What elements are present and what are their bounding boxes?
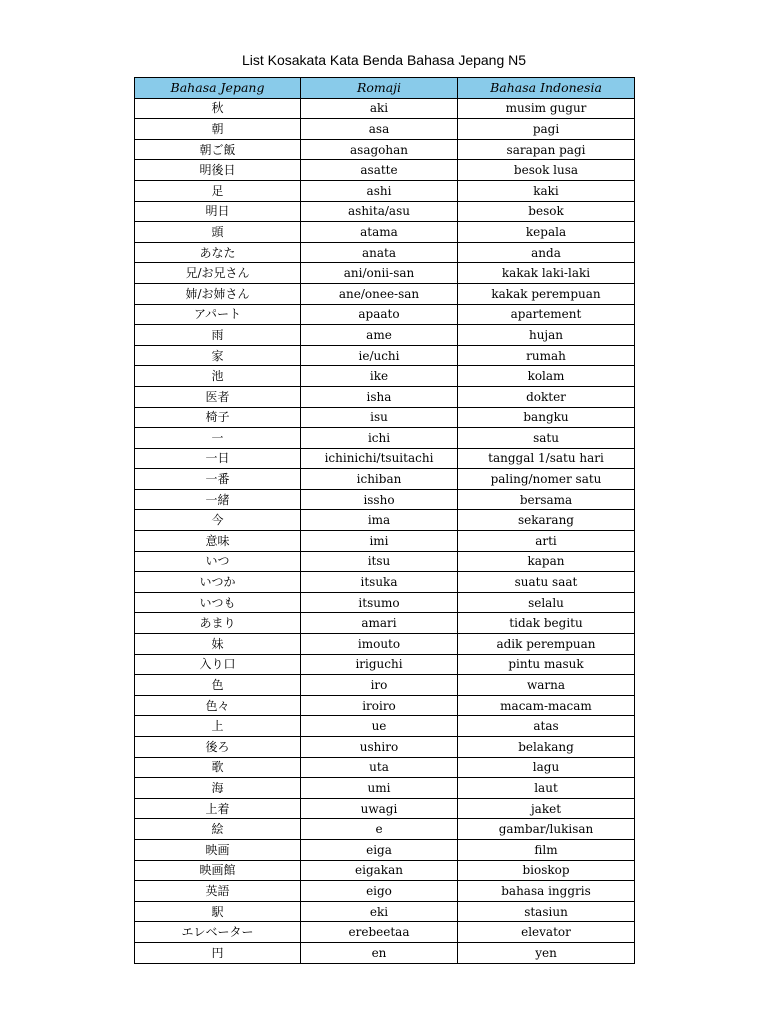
cell-indonesian: tidak begitu	[458, 613, 635, 634]
cell-romaji: atama	[301, 222, 458, 243]
cell-romaji: e	[301, 819, 458, 840]
table-row	[135, 839, 635, 860]
cell-romaji: itsuka	[301, 572, 458, 593]
cell-japanese: 英語	[135, 881, 301, 902]
cell-japanese: 秋	[135, 98, 301, 119]
cell-indonesian: belakang	[458, 737, 635, 758]
table-row	[135, 695, 635, 716]
cell-romaji: ichiban	[301, 469, 458, 490]
vocabulary-table	[134, 77, 635, 964]
cell-japanese: 妹	[135, 634, 301, 655]
table-row	[135, 613, 635, 634]
cell-indonesian: laut	[458, 778, 635, 799]
table-row	[135, 654, 635, 675]
cell-romaji: iriguchi	[301, 654, 458, 675]
cell-romaji: uta	[301, 757, 458, 778]
table-row	[135, 160, 635, 181]
cell-japanese: 映画	[135, 839, 301, 860]
cell-japanese: 駅	[135, 901, 301, 922]
cell-romaji: eigo	[301, 881, 458, 902]
table-row	[135, 407, 635, 428]
cell-japanese: 絵	[135, 819, 301, 840]
cell-romaji: ane/onee-san	[301, 283, 458, 304]
cell-indonesian: jaket	[458, 798, 635, 819]
table-row	[135, 222, 635, 243]
table-row	[135, 551, 635, 572]
cell-japanese: あまり	[135, 613, 301, 634]
table-header-row	[135, 78, 635, 99]
table-row	[135, 881, 635, 902]
cell-indonesian: kakak laki-laki	[458, 263, 635, 284]
cell-japanese: 一	[135, 428, 301, 449]
table-row	[135, 242, 635, 263]
table-row	[135, 489, 635, 510]
cell-japanese: 医者	[135, 386, 301, 407]
cell-indonesian: bahasa inggris	[458, 881, 635, 902]
cell-romaji: eki	[301, 901, 458, 922]
table-row	[135, 737, 635, 758]
cell-indonesian: warna	[458, 675, 635, 696]
cell-romaji: ani/onii-san	[301, 263, 458, 284]
cell-indonesian: bersama	[458, 489, 635, 510]
cell-indonesian: bioskop	[458, 860, 635, 881]
cell-romaji: imouto	[301, 634, 458, 655]
column-header-romaji: Romaji	[301, 78, 458, 99]
table-row	[135, 572, 635, 593]
cell-romaji: iroiro	[301, 695, 458, 716]
cell-romaji: eiga	[301, 839, 458, 860]
cell-romaji: en	[301, 942, 458, 963]
cell-japanese: 頭	[135, 222, 301, 243]
table-row	[135, 428, 635, 449]
cell-romaji: umi	[301, 778, 458, 799]
cell-japanese: あなた	[135, 242, 301, 263]
table-row	[135, 469, 635, 490]
cell-japanese: アパート	[135, 304, 301, 325]
table-row	[135, 860, 635, 881]
cell-japanese: 色	[135, 675, 301, 696]
table-row	[135, 366, 635, 387]
cell-indonesian: sarapan pagi	[458, 139, 635, 160]
cell-indonesian: satu	[458, 428, 635, 449]
cell-romaji: asagohan	[301, 139, 458, 160]
cell-romaji: ushiro	[301, 737, 458, 758]
cell-japanese: 後ろ	[135, 737, 301, 758]
cell-japanese: 兄/お兄さん	[135, 263, 301, 284]
cell-japanese: 色々	[135, 695, 301, 716]
cell-indonesian: kolam	[458, 366, 635, 387]
table-row	[135, 283, 635, 304]
cell-romaji: uwagi	[301, 798, 458, 819]
cell-romaji: ashita/asu	[301, 201, 458, 222]
cell-indonesian: bangku	[458, 407, 635, 428]
table-row	[135, 263, 635, 284]
cell-japanese: 海	[135, 778, 301, 799]
table-row	[135, 675, 635, 696]
cell-romaji: ue	[301, 716, 458, 737]
table-row	[135, 901, 635, 922]
cell-indonesian: kepala	[458, 222, 635, 243]
cell-japanese: 池	[135, 366, 301, 387]
cell-indonesian: lagu	[458, 757, 635, 778]
cell-indonesian: yen	[458, 942, 635, 963]
cell-japanese: 今	[135, 510, 301, 531]
column-header-japanese: Bahasa Jepang	[135, 78, 301, 99]
cell-romaji: issho	[301, 489, 458, 510]
cell-romaji: aki	[301, 98, 458, 119]
cell-indonesian: sekarang	[458, 510, 635, 531]
cell-romaji: imi	[301, 531, 458, 552]
cell-romaji: itsumo	[301, 592, 458, 613]
table-row	[135, 139, 635, 160]
table-row	[135, 345, 635, 366]
table-row	[135, 119, 635, 140]
cell-indonesian: hujan	[458, 325, 635, 346]
cell-japanese: 明後日	[135, 160, 301, 181]
cell-romaji: iro	[301, 675, 458, 696]
cell-japanese: 一日	[135, 448, 301, 469]
table-body	[135, 98, 635, 963]
table-row	[135, 180, 635, 201]
cell-japanese: 椅子	[135, 407, 301, 428]
cell-indonesian: suatu saat	[458, 572, 635, 593]
cell-romaji: erebeetaa	[301, 922, 458, 943]
cell-japanese: 家	[135, 345, 301, 366]
table-row	[135, 98, 635, 119]
table-row	[135, 716, 635, 737]
table-row	[135, 819, 635, 840]
table-row	[135, 942, 635, 963]
cell-japanese: 姉/お姉さん	[135, 283, 301, 304]
cell-indonesian: paling/nomer satu	[458, 469, 635, 490]
table-row	[135, 325, 635, 346]
cell-romaji: ame	[301, 325, 458, 346]
table-row	[135, 201, 635, 222]
cell-romaji: apaato	[301, 304, 458, 325]
table-row	[135, 757, 635, 778]
table-row	[135, 922, 635, 943]
cell-japanese: 一番	[135, 469, 301, 490]
cell-indonesian: adik perempuan	[458, 634, 635, 655]
cell-japanese: 朝	[135, 119, 301, 140]
cell-romaji: eigakan	[301, 860, 458, 881]
cell-japanese: 明日	[135, 201, 301, 222]
cell-indonesian: apartement	[458, 304, 635, 325]
table-row	[135, 778, 635, 799]
cell-japanese: 足	[135, 180, 301, 201]
cell-japanese: 上	[135, 716, 301, 737]
column-header-indonesian: Bahasa Indonesia	[458, 78, 635, 99]
cell-japanese: 映画館	[135, 860, 301, 881]
cell-japanese: 一緒	[135, 489, 301, 510]
cell-romaji: ichi	[301, 428, 458, 449]
cell-japanese: エレベーター	[135, 922, 301, 943]
cell-indonesian: atas	[458, 716, 635, 737]
cell-japanese: 朝ご飯	[135, 139, 301, 160]
cell-indonesian: anda	[458, 242, 635, 263]
cell-indonesian: kaki	[458, 180, 635, 201]
cell-indonesian: rumah	[458, 345, 635, 366]
table-row	[135, 634, 635, 655]
cell-japanese: いつ	[135, 551, 301, 572]
cell-romaji: ichinichi/tsuitachi	[301, 448, 458, 469]
cell-romaji: isu	[301, 407, 458, 428]
cell-indonesian: stasiun	[458, 901, 635, 922]
cell-japanese: 雨	[135, 325, 301, 346]
table-row	[135, 448, 635, 469]
cell-indonesian: macam-macam	[458, 695, 635, 716]
table-row	[135, 510, 635, 531]
table-row	[135, 798, 635, 819]
cell-japanese: 上着	[135, 798, 301, 819]
cell-romaji: isha	[301, 386, 458, 407]
cell-japanese: いつか	[135, 572, 301, 593]
cell-romaji: ashi	[301, 180, 458, 201]
cell-indonesian: selalu	[458, 592, 635, 613]
table-row	[135, 592, 635, 613]
cell-indonesian: pintu masuk	[458, 654, 635, 675]
cell-indonesian: gambar/lukisan	[458, 819, 635, 840]
cell-japanese: 入り口	[135, 654, 301, 675]
cell-romaji: anata	[301, 242, 458, 263]
cell-indonesian: dokter	[458, 386, 635, 407]
cell-indonesian: tanggal 1/satu hari	[458, 448, 635, 469]
cell-indonesian: besok	[458, 201, 635, 222]
cell-romaji: ie/uchi	[301, 345, 458, 366]
cell-indonesian: kakak perempuan	[458, 283, 635, 304]
cell-japanese: いつも	[135, 592, 301, 613]
table-row	[135, 304, 635, 325]
cell-indonesian: arti	[458, 531, 635, 552]
cell-japanese: 歌	[135, 757, 301, 778]
cell-romaji: itsu	[301, 551, 458, 572]
page-title: List Kosakata Kata Benda Bahasa Jepang N5	[241, 52, 527, 68]
cell-indonesian: elevator	[458, 922, 635, 943]
table-row	[135, 531, 635, 552]
cell-japanese: 円	[135, 942, 301, 963]
cell-indonesian: musim gugur	[458, 98, 635, 119]
cell-romaji: ike	[301, 366, 458, 387]
cell-japanese: 意味	[135, 531, 301, 552]
cell-romaji: asa	[301, 119, 458, 140]
cell-romaji: ima	[301, 510, 458, 531]
cell-romaji: amari	[301, 613, 458, 634]
cell-indonesian: kapan	[458, 551, 635, 572]
cell-indonesian: film	[458, 839, 635, 860]
cell-romaji: asatte	[301, 160, 458, 181]
cell-indonesian: pagi	[458, 119, 635, 140]
cell-indonesian: besok lusa	[458, 160, 635, 181]
table-row	[135, 386, 635, 407]
